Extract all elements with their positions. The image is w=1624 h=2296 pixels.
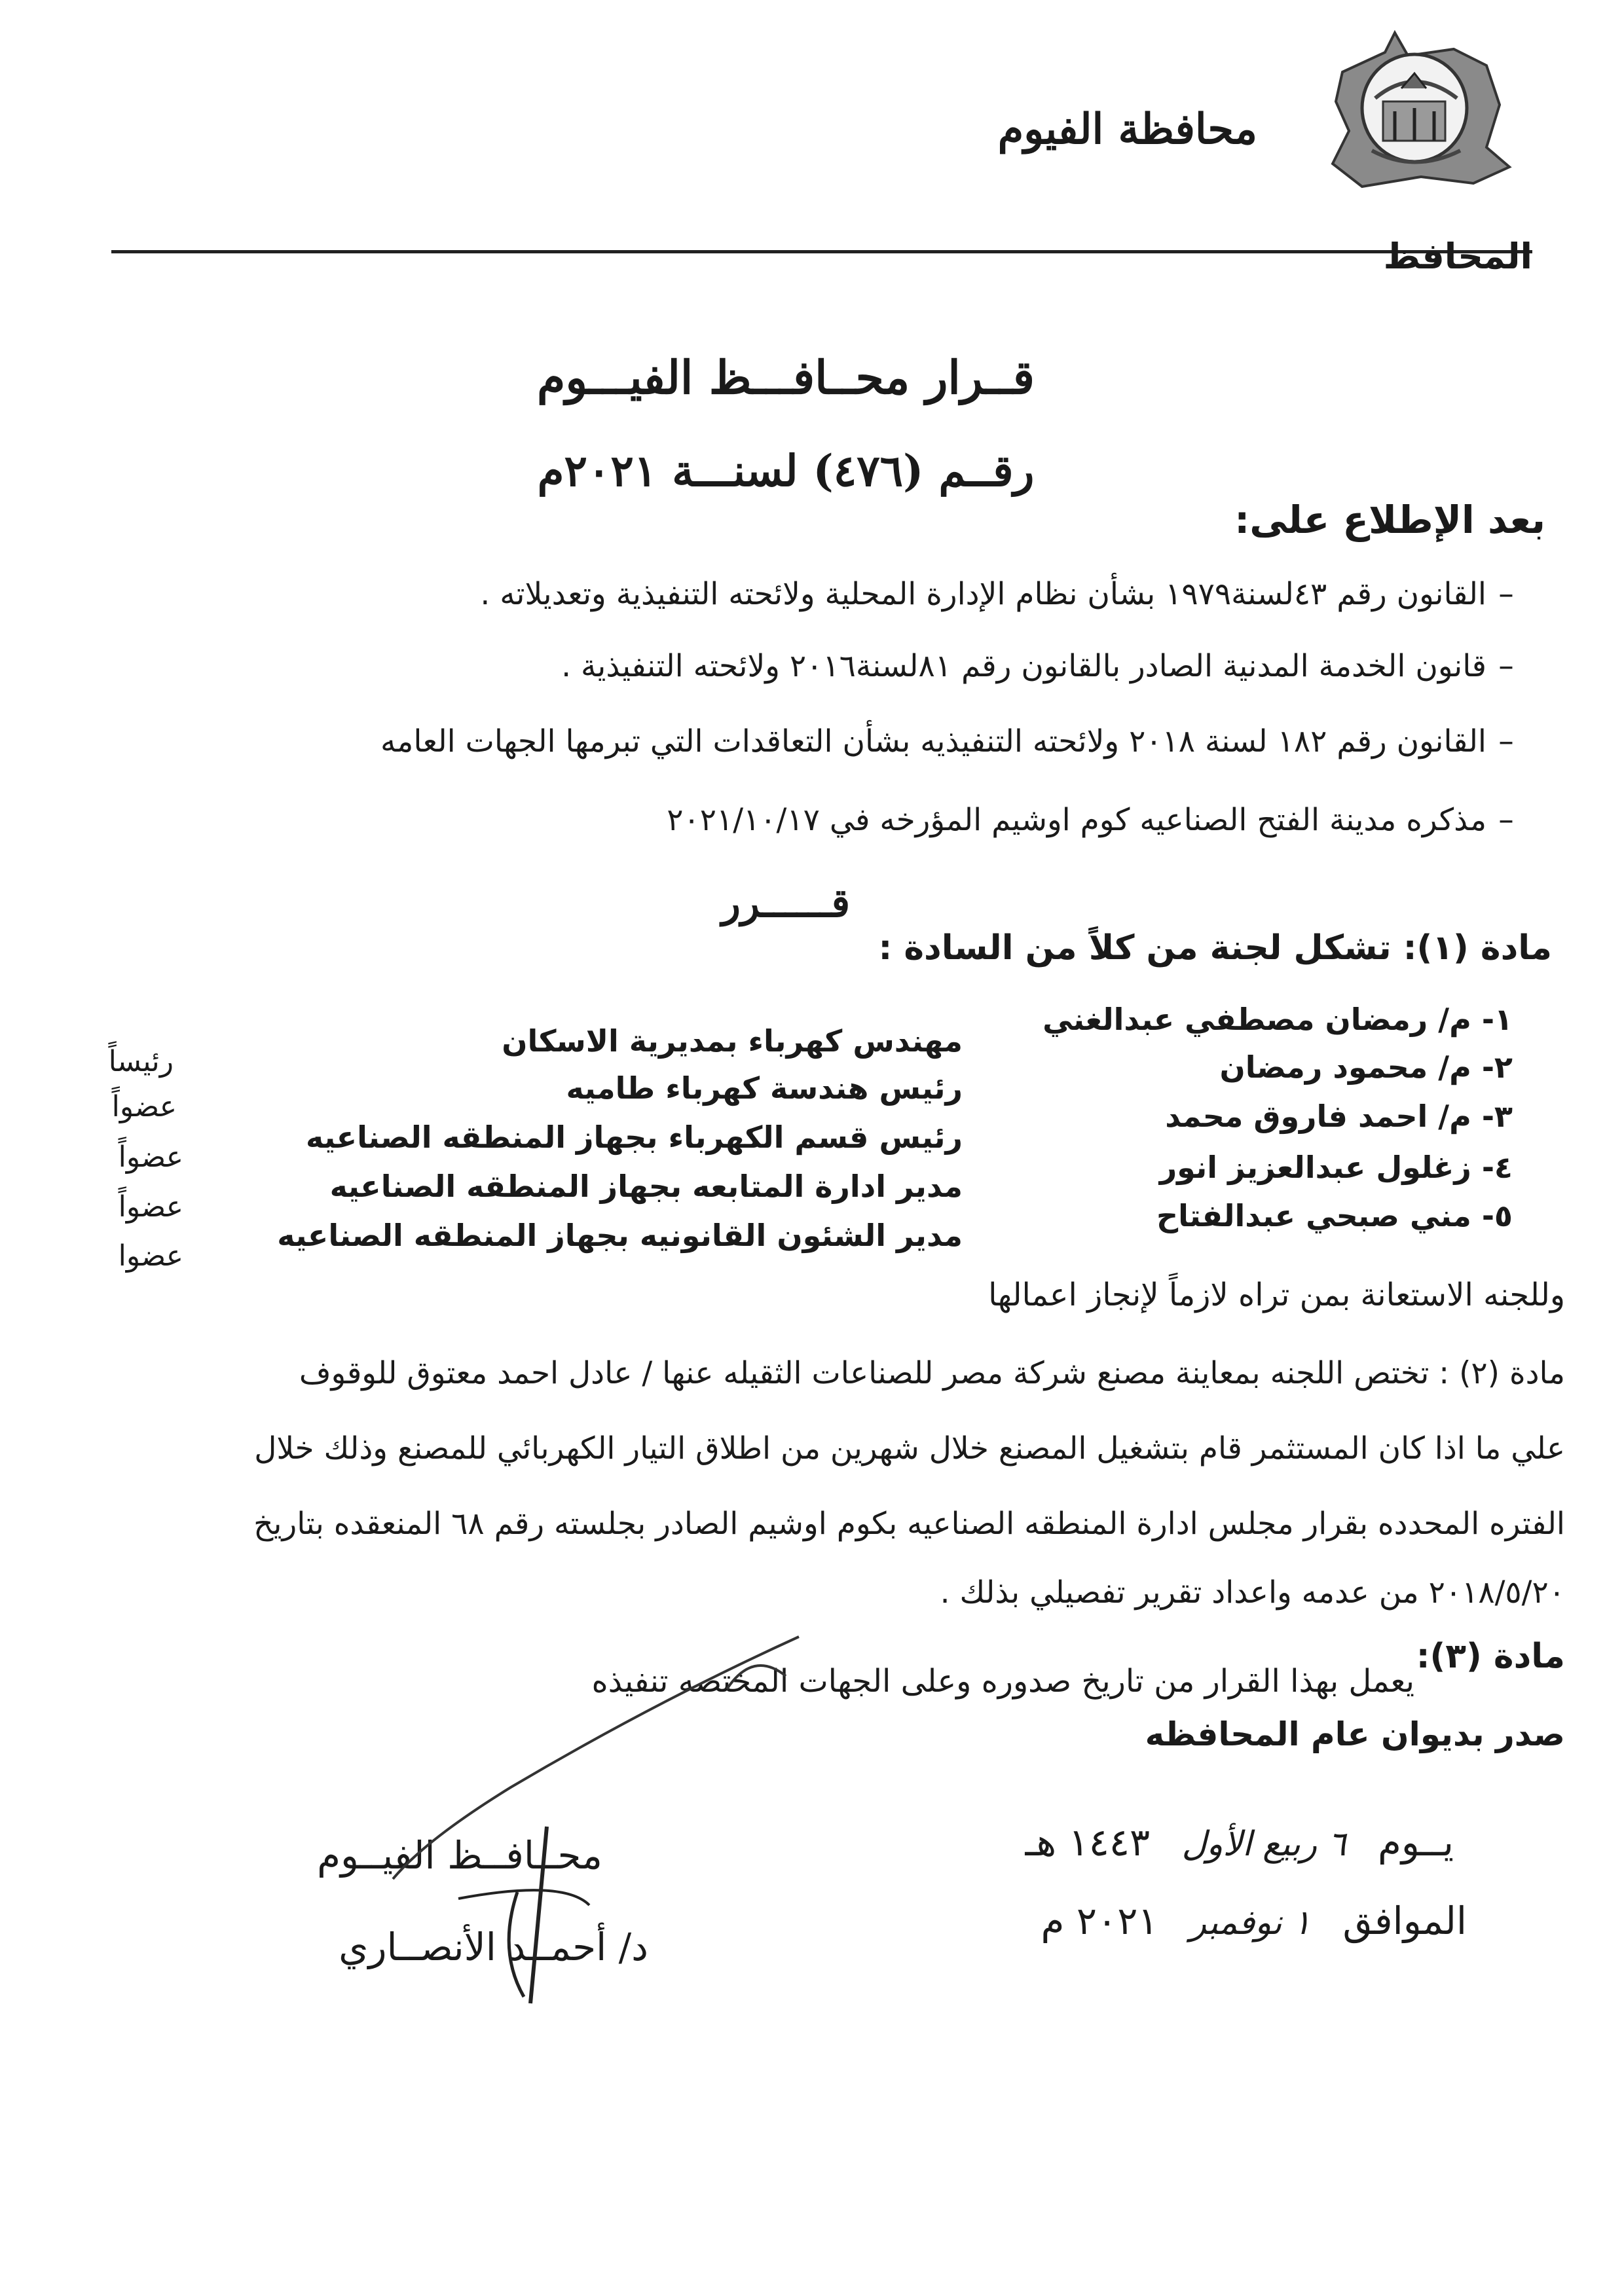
decree-title: قــرار محــافـــظ الفيـــوم: [537, 350, 1035, 405]
member-title: مهندس كهرباء بمديرية الاسكان: [502, 1023, 963, 1059]
decides-word: قــــــرر: [721, 881, 851, 926]
member-name: ١- م/ رمضان مصطفي عبدالغني: [1043, 1002, 1513, 1037]
office-label: المحافظ: [1383, 236, 1532, 277]
decree-number: رقــم (٤٧٦) لسنـــة ٢٠٢١م: [537, 445, 1035, 496]
member-title: رئيس هندسة كهرباء طاميه: [566, 1070, 963, 1106]
member-role: رئيساً: [108, 1045, 174, 1078]
preamble-item: –قانون الخدمة المدنية الصادر بالقانون رقم ٨١لسنة٢٠١٦ ولائحته التنفيذية .: [561, 648, 1514, 684]
member-title: مدير الشئون القانونيه بجهاز المنطقه الصناعيه: [277, 1218, 963, 1253]
member-role: عضواً: [111, 1090, 177, 1123]
header-rule: [111, 250, 1532, 253]
hijri-date: يــوم ٦ ربيع الأول ١٤٤٣ هـ: [1025, 1820, 1454, 1865]
governorate-name: محافظة الفيوم: [997, 105, 1257, 154]
preamble-item: –القانون رقم ١٨٢ لسنة ٢٠١٨ ولائحته التنفيذيه بشأن التعاقدات التي تبرمها الجهات العامه: [380, 723, 1514, 759]
member-role: عضواً: [118, 1190, 183, 1224]
member-name: ٤- زغلول عبدالعزيز انور: [1159, 1150, 1513, 1185]
member-role: عضواً: [118, 1140, 183, 1174]
preamble-item: –مذكره مدينة الفتح الصناعيه كوم اوشيم المؤرخه في ٢٠٢١/١٠/١٧: [667, 802, 1514, 838]
member-role: عضوا: [118, 1239, 183, 1273]
article-2-line: الفتره المحدده بقرار مجلس ادارة المنطقه الصناعيه بكوم اوشيم الصادر بجلسته رقم ٦٨ المنعقده بتاريخ: [253, 1506, 1565, 1542]
member-title: رئيس قسم الكهرباء بجهاز المنطقه الصناعيه: [306, 1120, 963, 1155]
gregorian-date: الموافق ١ نوفمبر ٢٠٢١ م: [1041, 1899, 1467, 1943]
member-title: مدير ادارة المتابعه بجهاز المنطقه الصناعيه: [329, 1169, 963, 1204]
article-1-heading: مادة (١): تشكل لجنة من كلاً من السادة :: [878, 928, 1552, 968]
article-2-line: علي ما اذا كان المستثمر قام بتشغيل المصنع خلال شهرين من اطلاق التيار الكهربائي للمصنع وذلك خلال: [254, 1430, 1565, 1467]
article-3-heading: مادة (٣):: [1416, 1637, 1565, 1676]
article-3-text: يعمل بهذا القرار من تاريخ صدوره وعلى الجهات المختصه تنفيذه: [591, 1663, 1414, 1700]
member-name: ٣- م/ احمد فاروق محمد: [1165, 1099, 1513, 1134]
member-name: ٢- م/ محمود رمضان: [1219, 1049, 1513, 1085]
preamble-heading: بعد الإطلاع على:: [1234, 498, 1545, 542]
signatory-name: د/ أحمــد الأنصــاري: [339, 1925, 648, 1969]
committee-note: وللجنه الاستعانة بمن تراه لازماً لإنجاز اعمالها: [988, 1277, 1565, 1313]
governorate-emblem-icon: [1323, 26, 1513, 196]
preamble-item: –القانون رقم ٤٣لسنة١٩٧٩ بشأن نظام الإدارة المحلية ولائحته التنفيذية وتعديلاته .: [480, 576, 1514, 612]
article-2-line: ٢٠١٨/٥/٢٠ من عدمه واعداد تقرير تفصيلي بذلك .: [940, 1575, 1565, 1611]
signatory-title: محــافــظ الفيــوم: [317, 1833, 602, 1878]
article-2-line: مادة (٢) : تختص اللجنه بمعاينة مصنع شركة مصر للصناعات الثقيله عنها / عادل احمد معتوق للوقوف: [299, 1355, 1565, 1391]
issued-at: صدر بديوان عام المحافظه: [1145, 1715, 1565, 1753]
member-name: ٥- مني صبحي عبدالفتاح: [1156, 1198, 1513, 1233]
